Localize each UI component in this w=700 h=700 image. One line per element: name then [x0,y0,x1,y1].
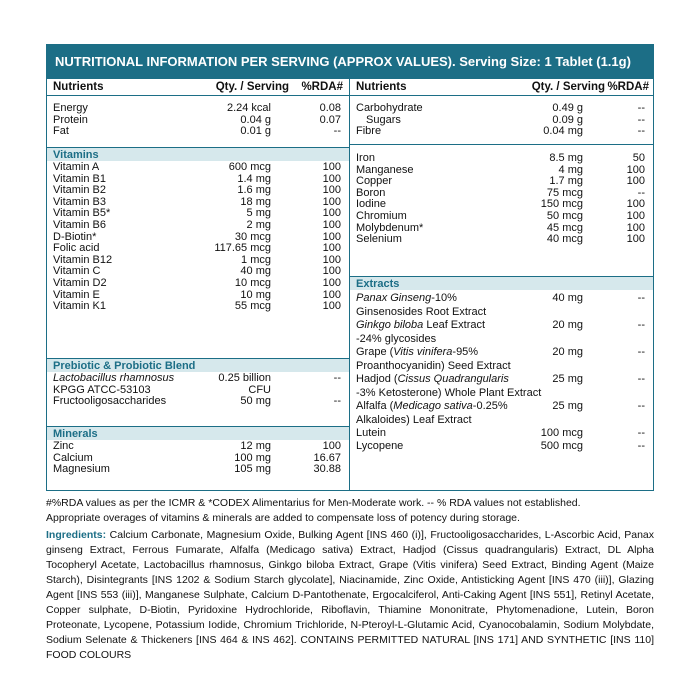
rda-value: 100 [322,440,341,452]
footnote-overages: Appropriate overages of vitamins & minerals are added to compensate loss of potency during storage. [46,512,520,524]
rda-value: 100 [322,277,341,289]
nutrient-name: Panax Ginseng-10% [356,292,457,304]
qty-value: CFU [248,383,271,396]
qty-value: 1.6 mg [237,184,271,197]
section-header: Extracts [350,276,653,290]
qty-value: 8.5 mg [549,152,583,164]
nutrient-name: Fat [53,125,69,138]
nutrient-name: Alkaloides) Leaf Extract [356,414,472,426]
table-row [350,360,653,372]
nutrient-name: Manganese [356,163,414,176]
section-header: Vitamins [47,147,349,161]
table-row [350,187,653,199]
table-row [350,440,653,452]
header-rda: %RDA# [607,81,649,93]
rda-value: 100 [626,210,645,222]
nutrient-name: Vitamin B12 [53,253,113,266]
rda-value: 100 [322,195,341,208]
nutrient-name: Vitamin B6 [53,219,106,231]
section-header: Minerals [47,426,349,440]
rda-value: 30.88 [313,463,341,476]
table-row [350,414,653,426]
qty-value: 50 mcg [546,210,583,222]
nutrient-name: Sugars [366,113,401,126]
nutrient-name: Energy [53,102,88,114]
nutrient-name: Vitamin E [53,288,100,301]
nutrient-name: Hadjod (Cissus Quadrangularis [356,373,509,385]
table-row [350,400,653,412]
rda-value: 100 [626,233,645,246]
nutrient-name: Vitamin D2 [53,277,107,289]
nutrient-name: Protein [53,113,88,126]
table-row [47,289,349,301]
qty-value: 500 mcg [540,440,583,452]
table-row [350,164,653,176]
rda-value: 0.08 [319,102,341,114]
rda-value: 100 [322,219,341,231]
table-row [350,125,653,137]
table-row [350,306,653,318]
qty-value: 10 mcg [234,277,271,289]
table-row [350,175,653,187]
nutrient-name: Folic acid [53,242,100,255]
rda-value: 100 [322,184,341,197]
rda-value: 100 [626,198,645,211]
nutrient-name: Zinc [53,440,74,452]
nutrient-name: Copper [356,175,393,188]
nutrient-name: D-Biotin* [53,230,97,243]
rda-value: -- [637,440,645,452]
table-row [47,207,349,219]
qty-value: 100 mcg [540,427,583,439]
rda-value: 100 [322,288,341,301]
rda-value: 100 [322,253,341,266]
table-row [350,210,653,222]
qty-value: 0.25 billion [218,372,271,384]
nutrient-name: Fibre [356,125,382,138]
qty-value: 20 mg [552,319,583,331]
header-rda: %RDA# [301,81,343,93]
qty-value: 105 mg [234,463,271,476]
ingredients-block [46,528,654,663]
nutrient-name: Magnesium [53,463,110,476]
qty-value: 45 mcg [546,221,583,234]
table-row [47,254,349,266]
qty-value: 0.01 g [240,125,271,138]
right-header [350,79,653,96]
rda-value: -- [333,372,341,384]
table-row [47,300,349,312]
table-row [47,184,349,196]
rda-value: 100 [626,175,645,188]
rda-value: -- [637,186,645,199]
qty-value: 10 mg [240,288,271,301]
nutrient-name: Grape (Vitis vinifera-95% [356,346,479,358]
qty-value: 5 mg [246,207,271,220]
ingredients-label: Ingredients: [46,529,107,541]
table-row [47,384,349,396]
nutrient-name: Vitamin A [53,161,100,173]
table-row [47,372,349,384]
qty-value: 75 mcg [546,186,583,199]
qty-value: 12 mg [240,440,271,452]
nutrient-name: Iodine [356,198,386,211]
table-row [47,219,349,231]
table-row [47,440,349,452]
qty-value: 0.04 g [240,113,271,126]
rda-value: -- [637,400,645,412]
table-row [47,452,349,464]
nutrient-name: Carbohydrate [356,102,423,114]
qty-value: 0.49 g [552,102,583,114]
rda-value: 100 [626,221,645,234]
qty-value: 1.4 mg [237,172,271,185]
nutrient-name: Vitamin K1 [53,300,106,313]
nutrient-name: -3% Ketosterone) Whole Plant Extract [356,387,542,399]
qty-value: 55 mcg [234,300,271,313]
nutrient-name: Molybdenum* [356,221,424,234]
left-header [47,79,349,96]
nutrient-name: Proanthocyanidin) Seed Extract [356,360,511,372]
nutrient-name: Vitamin B3 [53,195,106,208]
nutrient-name: Iron [356,152,375,164]
section-header: Prebiotic & Probiotic Blend [47,358,349,372]
rda-value: 100 [322,265,341,278]
table-row [350,233,653,245]
table-row [350,346,653,358]
rda-value: 100 [626,163,645,176]
rda-value: -- [637,346,645,358]
nutrient-name: Vitamin B2 [53,184,106,197]
qty-value: 150 mcg [540,198,583,211]
qty-value: 2 mg [246,219,271,231]
rda-value: -- [637,373,645,385]
table-row [350,152,653,164]
qty-value: 50 mg [240,395,271,408]
nutrient-name: Vitamin C [53,265,101,278]
qty-value: 40 mcg [546,233,583,246]
nutrition-panel [46,44,654,491]
qty-value: 1.7 mg [549,175,583,188]
nutrient-name: -24% glycosides [356,333,437,345]
table-row [47,114,349,126]
qty-value: 40 mg [240,265,271,278]
nutrient-name: Calcium [53,451,93,464]
nutrient-name: Lactobacillus rhamnosus [53,372,175,384]
left-column [47,96,349,490]
table-row [350,198,653,210]
table-row [350,387,653,399]
table-row [47,463,349,475]
nutrient-name: Selenium [356,233,402,246]
header-nutrients: Nutrients [356,81,407,93]
rda-value: 50 [632,152,645,164]
header-qty: Qty. / Serving [531,81,605,93]
nutrient-name: Vitamin B1 [53,172,106,185]
rda-value: -- [637,113,645,126]
qty-value: 600 mcg [228,161,271,173]
table-row [350,427,653,439]
nutrient-name: Lutein [356,427,386,439]
table-row [47,265,349,277]
rda-value: -- [333,395,341,408]
nutrient-name: KPGG ATCC-53103 [53,383,151,396]
header-qty: Qty. / Serving [215,81,289,93]
table-row [47,196,349,208]
qty-value: 30 mcg [234,230,271,243]
qty-value: 0.04 mg [543,125,583,138]
qty-value: 1 mcg [241,253,271,266]
table-row [350,222,653,234]
rda-value: -- [637,319,645,331]
qty-value: 2.24 kcal [226,102,271,114]
rda-value: -- [637,102,645,114]
table-row [350,373,653,385]
rda-value: 16.67 [313,451,341,464]
nutrient-name: Boron [356,186,386,199]
table-row [47,231,349,243]
nutrient-name: Vitamin B5* [53,207,111,220]
table-row [47,173,349,185]
table-row [350,292,653,304]
rda-value: 100 [322,242,341,255]
table-row [47,125,349,137]
qty-value: 0.09 g [552,113,583,126]
rda-value: 100 [322,300,341,313]
qty-value: 4 mg [558,163,583,176]
footnote-rda: #%RDA values as per the ICMR & *CODEX Alimentarius for Men-Moderate work. -- % RDA values not established. [46,497,581,509]
header-nutrients: Nutrients [53,81,104,93]
rda-value: -- [637,125,645,138]
rda-value: 100 [322,161,341,173]
nutrient-name: Chromium [356,210,407,222]
nutrient-name: Ginsenosides Root Extract [356,306,487,318]
rda-value: 100 [322,207,341,220]
table-row [47,277,349,289]
nutrient-name: Fructooligosaccharides [53,395,167,408]
qty-value: 25 mg [552,373,583,385]
qty-value: 40 mg [552,292,583,304]
rda-value: 0.07 [319,113,341,126]
table-row [47,395,349,407]
table-row [350,333,653,345]
qty-value: 20 mg [552,346,583,358]
qty-value: 117.65 mcg [214,242,271,255]
table-row [47,242,349,254]
qty-value: 25 mg [552,400,583,412]
right-column [350,96,653,490]
rda-value: -- [637,292,645,304]
ingredients-text: Calcium Carbonate, Magnesium Oxide, Bulking Agent [INS 460 (i)], Fructooligosaccharides, L-Ascorbic Acid, Panax ginseng Extract, Ferrous Fumarate, Alfalfa (Medicago sativa) Extract, Hadjod (Cissus quadrangularis) Extract, DL Alpha Tocopheryl Acetate, Lactobacillus rhamnosus, Ginkgo biloba Extract, Grape (Vitis vinifera) Seed Extract, Binding Agent (Maize Starch), Disintegrants [INS 1202 & Sodium Starch glycolate], Niacinamide, Zinc Oxide, Antisticking Agent [INS 470 (iii)], Glazing Agent [INS 553 (iii)], Manganese Sulphate, Calcium D-Pantothenate, Ergocalciferol, Anti-Caking Agent [INS 551], Retinyl Acetate, Copper sulphate, D-Biotin, Pyridoxine Hydrochloride, Riboflavin, Thiamine Mononitrate, Phytomenadione, Lutein, Boron Proteonate, Lycopene, Potassium Iodide, Chromium Trichloride, N-Pteroyl-L-Glutamic Acid, Cyanocobalamin, Sodium Molybdate, Sodium Selenate & Thickeners [INS 464 & INS 462]. CONTAINS PERMITTED NATURAL [INS 171] AND SYNTHETIC [INS 110] FOOD COLOURS [46,529,655,661]
divider [350,144,653,145]
table-row [350,102,653,114]
rda-value: 100 [322,230,341,243]
rda-value: 100 [322,172,341,185]
qty-value: 18 mg [240,195,271,208]
panel-title: NUTRITIONAL INFORMATION PER SERVING (APPROX VALUES). Serving Size: 1 Tablet (1.1g) [47,45,653,79]
rda-value: -- [333,125,341,138]
table-row [47,102,349,114]
qty-value: 100 mg [234,451,271,464]
table-row [350,114,653,126]
rda-value: -- [637,427,645,439]
table-row [350,319,653,331]
nutrient-name: Lycopene [356,440,404,452]
nutrient-name: Alfalfa (Medicago sativa-0.25% [356,400,508,412]
table-row [47,161,349,173]
nutrient-name: Ginkgo biloba Leaf Extract [356,319,486,331]
